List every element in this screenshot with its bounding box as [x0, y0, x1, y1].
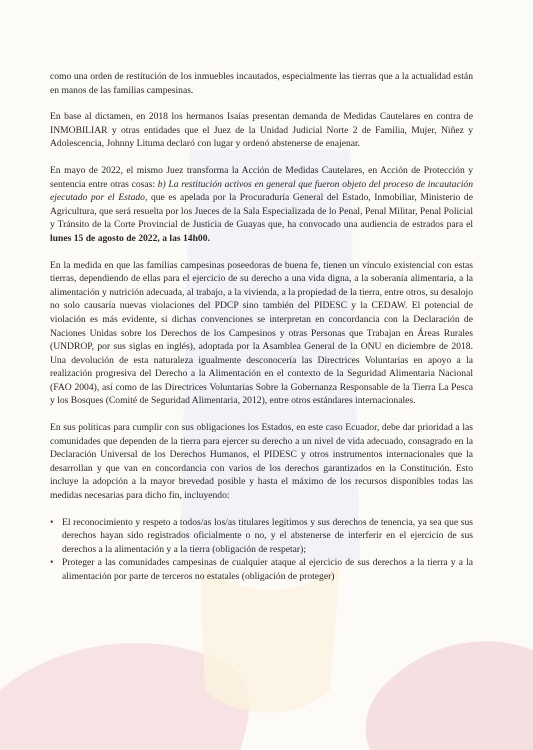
- hearing-date: lunes 15 de agosto de 2022, a las 14h00.: [50, 232, 210, 244]
- paragraph-5: En sus políticas para cumplir con sus obligaciones los Estados, en este caso Ecuador, debe dar prioridad a las comunidades que dependen de la tierra para ejercer su derecho a un nivel de vida adecuado, consagrado en la Declaración Universal de los Derechos Humanos, el PIDESC y otros instrumentos internacionales que la desarrollan y que van en concordancia con varios de los derechos garantizados en la Constitución. Esto incluye la adopción a la mayor brevedad posible y hasta el máximo de los recursos disponibles todas las medidas necesarias para dicho fin, incluyendo:: [50, 422, 473, 502]
- obligations-list: [50, 516, 473, 584]
- paragraph-3-intro: En mayo de 2022, el mismo Juez transforma la Acción de Medidas Cautelares, en Acción de Protección y sentencia entre otras cosas:: [50, 164, 473, 190]
- watermark-red-shape-right: [366, 641, 533, 750]
- list-item: • El reconocimiento y respeto a todos/as los/as titulares legítimos y sus derechos de tenencia, ya sea que sus derechos hayan sido registrados oficialmente o no, y el abstenerse de interferir en el ejercicio de sus derechos a la alimentación y a la tierra (obligación de respetar);: [62, 516, 473, 557]
- paragraph-3-quote: b) La restitución activos en general que fueron objeto del proceso de incautación ejecutado por el Estado: [50, 178, 473, 204]
- document-body: [50, 70, 473, 584]
- paragraph-4: En la medida en que las familias campesinas poseedoras de buena fe, tienen un vínculo existencial con estas tierras, dependiendo de ellas para el ejercicio de su derecho a una vida digna, a la soberanía alimentaria, a la alimentación y nutrición adecuada, al trabajo, a la vivienda, a la propiedad de la tierra, entre otros, su desalojo no solo causaría nuevas violaciones del PDCP sino también del PIDESC y la CEDAW. El potencial de violación es más evidente, si dichas convenciones se interpretan en concordancia con la Declaración de Naciones Unidas sobre los Derechos de los Campesinos y otras Personas que Trabajan en Áreas Rurales (UNDROP, por sus siglas en inglés), adoptada por la Asamblea General de la ONU en diciembre de 2018. Una devolución de esta naturaleza igualmente desconocería las Directrices Voluntarias en apoyo a la realización progresiva del Derecho a la Alimentación en el contexto de la Seguridad Alimentaria Nacional (FAO 2004), así como de las Directrices Voluntarias Sobre la Gobernanza Responsable de la Tierra La Pesca y los Bosques (Comité de Seguridad Alimentaria, 2012), entre otros estándares internacionales.: [50, 259, 473, 407]
- list-item: • Proteger a las comunidades campesinas de cualquier ataque al ejercicio de sus derechos a la tierra y a la alimentación por parte de terceros no estatales (obligación de proteger): [62, 556, 473, 583]
- paragraph-2: En base al dictamen, en 2018 los hermanos Isaías presentan demanda de Medidas Cautelares en contra de INMOBILIAR y otras entidades que el Juez de la Unidad Judicial Norte 2 de Familia, Mujer, Niñez y Adolescencia, Johnny Lituma declaró con lugar y ordenó abstenerse de enajenar.: [50, 111, 473, 150]
- paragraph-1: como una orden de restitución de los inmuebles incautados, especialmente las tierras que a la actualidad están en manos de las familias campesinas.: [50, 71, 473, 96]
- paragraph-3: [50, 164, 473, 246]
- paragraph-3-body: , que es apelada por la Procuraduría General del Estado, Inmobiliar, Ministerio de Agricultura, que será resuelta por los Jueces de la Sala Especializada de lo Penal, Penal Militar, Penal Policial y Tránsito de la Corte Provincial de Justicia de Guayas que, ha convocado una audiencia de estrados para el: [50, 192, 473, 231]
